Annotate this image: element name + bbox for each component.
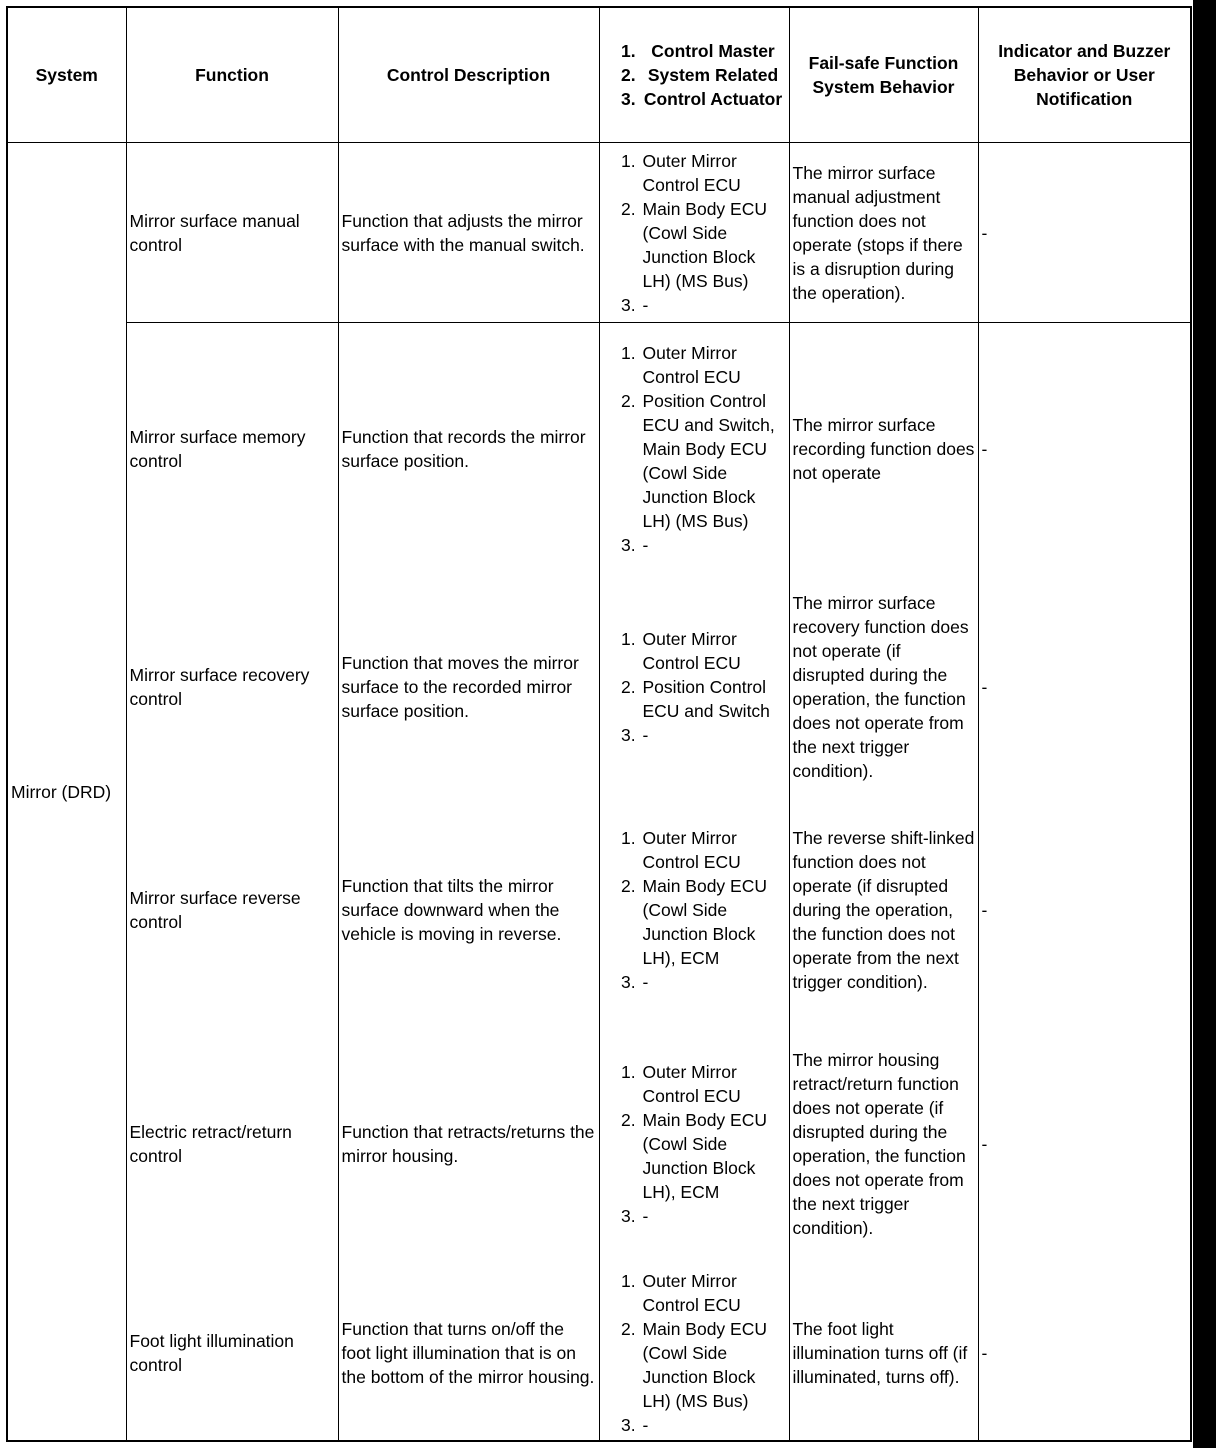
description-cell: Function that tilts the mirror surface downward when the vehicle is moving in reverse.: [338, 799, 599, 1021]
control-master-item: 1. Outer Mirror Control ECU: [641, 826, 786, 874]
header-system: System: [7, 7, 126, 143]
header-control-master: 1. Control Master: [641, 39, 786, 63]
control-items-cell: [599, 575, 789, 799]
system-related-item: 2. Main Body ECU (Cowl Side Junction Block LH) (MS Bus): [641, 197, 786, 293]
control-items-cell: [599, 323, 789, 575]
table-row: [7, 323, 1191, 575]
description-cell: Function that adjusts the mirror surface with the manual switch.: [338, 143, 599, 323]
indicator-cell: -: [978, 1021, 1191, 1267]
indicator-cell: -: [978, 323, 1191, 575]
function-cell: Electric retract/return control: [126, 1021, 338, 1267]
indicator-cell: -: [978, 143, 1191, 323]
control-actuator-item: 3. -: [641, 970, 786, 994]
indicator-cell: -: [978, 575, 1191, 799]
function-cell: Foot light illumination control: [126, 1267, 338, 1442]
failsafe-cell: The mirror surface manual adjustment function does not operate (stops if there is a disruption during the operation).: [789, 143, 978, 323]
description-cell: Function that moves the mirror surface to the recorded mirror surface position.: [338, 575, 599, 799]
system-related-item: 2. Main Body ECU (Cowl Side Junction Block LH), ECM: [641, 1108, 786, 1204]
control-master-item: 1. Outer Mirror Control ECU: [641, 1060, 786, 1108]
function-cell: Mirror surface reverse control: [126, 799, 338, 1021]
description-cell: Function that records the mirror surface position.: [338, 323, 599, 575]
system-related-item: 2. Main Body ECU (Cowl Side Junction Block LH), ECM: [641, 874, 786, 970]
control-master-item: 1. Outer Mirror Control ECU: [641, 1269, 786, 1317]
failsafe-cell: The mirror surface recovery function does not operate (if disrupted during the operation, the function does not operate from the next trigger condition).: [789, 575, 978, 799]
table-header-row: [7, 7, 1191, 143]
table-row: [7, 575, 1191, 799]
control-actuator-item: 3. -: [641, 293, 786, 317]
failsafe-cell: The foot light illumination turns off (if illuminated, turns off).: [789, 1267, 978, 1442]
failsafe-cell: The reverse shift-linked function does not operate (if disrupted during the operation, the function does not operate from the next trigger condition).: [789, 799, 978, 1021]
header-control-items: [599, 7, 789, 143]
failsafe-cell: The mirror surface recording function does not operate: [789, 323, 978, 575]
control-items-cell: [599, 1021, 789, 1267]
page-edge-bar: [1193, 0, 1216, 1448]
system-related-item: 2. Position Control ECU and Switch, Main Body ECU (Cowl Side Junction Block LH) (MS Bus): [641, 389, 786, 533]
control-items-cell: [599, 1267, 789, 1442]
header-indicator: Indicator and Buzzer Behavior or User Notification: [978, 7, 1191, 143]
function-cell: Mirror surface recovery control: [126, 575, 338, 799]
control-items-cell: [599, 799, 789, 1021]
fail-safe-table: [6, 6, 1192, 1442]
header-control-actuator: 3. Control Actuator: [641, 87, 786, 111]
indicator-cell: -: [978, 799, 1191, 1021]
header-failsafe: Fail-safe Function System Behavior: [789, 7, 978, 143]
table-row: [7, 799, 1191, 1021]
table-row: [7, 1021, 1191, 1267]
system-cell: Mirror (DRD): [7, 143, 126, 1442]
control-actuator-item: 3. -: [641, 723, 786, 747]
header-control-items-list: [603, 39, 786, 111]
header-function: Function: [126, 7, 338, 143]
control-items-cell: [599, 143, 789, 323]
control-master-item: 1. Outer Mirror Control ECU: [641, 149, 786, 197]
function-cell: Mirror surface manual control: [126, 143, 338, 323]
system-related-item: 2. Main Body ECU (Cowl Side Junction Block LH) (MS Bus): [641, 1317, 786, 1413]
header-system-related: 2. System Related: [641, 63, 786, 87]
control-actuator-item: 3. -: [641, 1413, 786, 1437]
function-cell: Mirror surface memory control: [126, 323, 338, 575]
description-cell: Function that retracts/returns the mirror housing.: [338, 1021, 599, 1267]
description-cell: Function that turns on/off the foot light illumination that is on the bottom of the mirror housing.: [338, 1267, 599, 1442]
failsafe-cell: The mirror housing retract/return function does not operate (if disrupted during the operation, the function does not operate from the next trigger condition).: [789, 1021, 978, 1267]
header-control-description: Control Description: [338, 7, 599, 143]
document-page: [6, 6, 1190, 1442]
table-row: [7, 143, 1191, 323]
system-related-item: 2. Position Control ECU and Switch: [641, 675, 786, 723]
control-master-item: 1. Outer Mirror Control ECU: [641, 627, 786, 675]
indicator-cell: -: [978, 1267, 1191, 1442]
table-row: [7, 1267, 1191, 1442]
control-actuator-item: 3. -: [641, 1204, 786, 1228]
control-master-item: 1. Outer Mirror Control ECU: [641, 341, 786, 389]
control-actuator-item: 3. -: [641, 533, 786, 557]
